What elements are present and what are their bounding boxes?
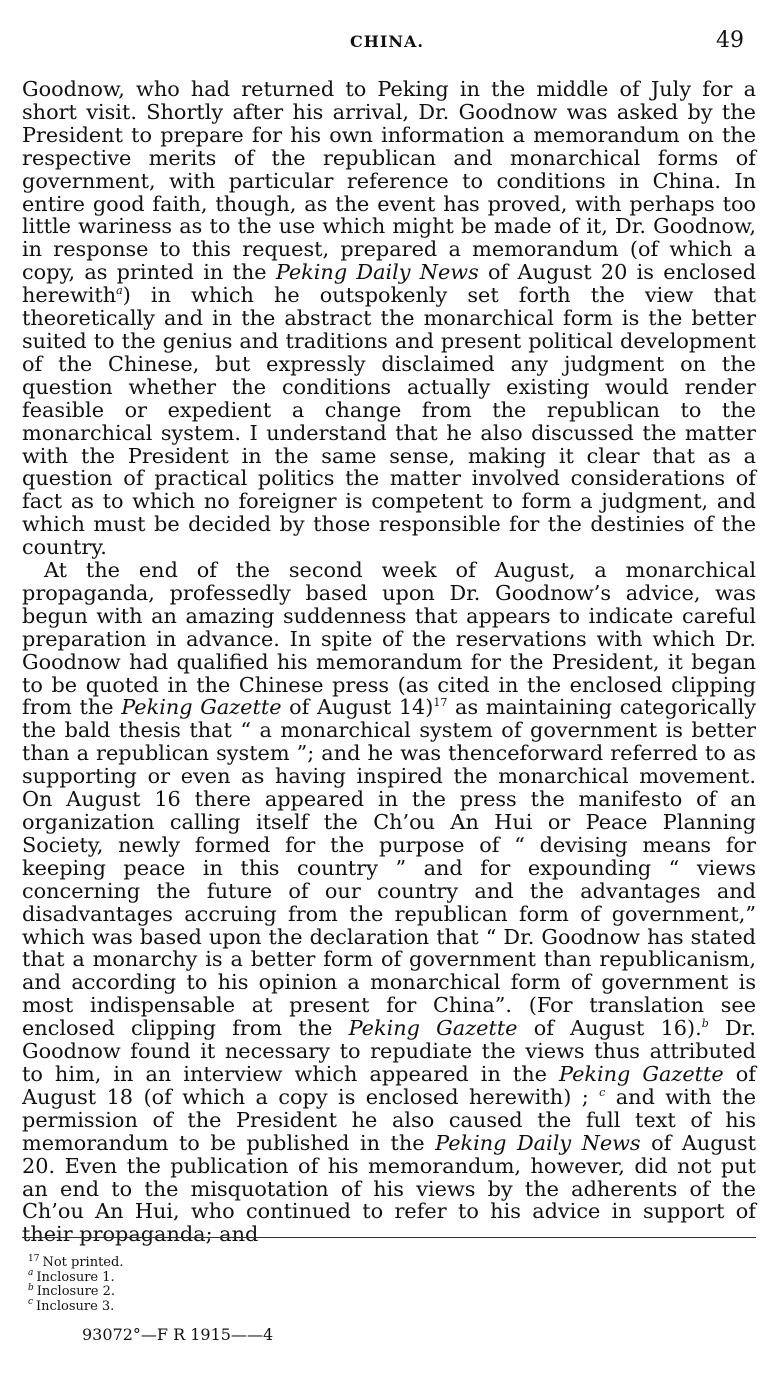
text-run: as maintaining categorically the bald thesis that “ a monarchical system of government is better than a republican system ”; and he was thenceforward referred to as supporting or even as having inspired the monarchical movement. On August 16 there appeared in the press the manifesto of an organization calling itself the Ch’ou An Hui or Peace Planning Society, newly formed for the purpose of “ devising means for keeping peace in this country ” and for expounding “ views concerning the future of our country and the advantages and disadvantages accruing from the republican form of government,” which was based upon the declaration that “ Dr. Goodnow has stated that a monarchy is a better form of government than republicanism, and according to his opinion a monarchical form of government is most indispensable at present for China”. (For translation see enclosed clipping from the bbox=[22, 695, 756, 1041]
text-run: ) in which he outspokenly set forth the view that theoretically and in the abstract the monarchical form is the better suited to the genius and traditions and present political development of the Chinese, but expressly disclaimed any judgment on the question whether the conditions actually existing would render feasible or expedient a change from the republican to the monarchical system. I understand that he also discussed the matter with the President in the same sense, making it clear that as a question of practical politics the matter involved considerations of fact as to which no foreigner is competent to form a judgment, and which must be decided by those responsible for the destinies of the country. bbox=[22, 283, 756, 560]
footnote bbox=[28, 1282, 428, 1300]
footnote-rule bbox=[22, 1237, 756, 1238]
footnote-text: Inclosure 1. bbox=[36, 1269, 115, 1285]
text-run: of August 20. Even the publication of his memorandum, however, did not put an end to the misquotation of his views by the adherents of the Ch’ou An Hui, who continued to refer to his advice in support of their propaganda; and bbox=[22, 1130, 757, 1247]
footnote bbox=[28, 1268, 428, 1286]
footnote-text: Inclosure 2. bbox=[36, 1284, 116, 1299]
enclosure-reference: b bbox=[701, 1017, 709, 1031]
page-header bbox=[22, 28, 752, 60]
paragraph bbox=[22, 78, 756, 559]
text-run: At the end of the second week of August, a monarchical propaganda, professedly based upon Dr. Goodnow’s advice, was begun with an amazing suddenness that appears to indicate careful preparation in advance. In spite of the reservations with which Dr. Goodnow had qualified his memorandum for the President, it began to be quoted in the Chinese press (as cited in the enclosed clipping from the bbox=[22, 558, 756, 720]
text-run: of August 14) bbox=[281, 695, 434, 720]
footnote-mark: 17 bbox=[28, 1253, 40, 1264]
footnotes bbox=[28, 1253, 428, 1314]
italic-title: Peking Daily News bbox=[435, 1130, 641, 1155]
footnote bbox=[28, 1253, 428, 1271]
text-run: of August 16). bbox=[517, 1016, 702, 1041]
text-run: Dr. Goodnow found it necessary to repudiate the views thus attributed to him, in an interview which appeared in the bbox=[22, 1016, 756, 1086]
body-text bbox=[22, 78, 756, 1246]
footnote-text: Not printed. bbox=[42, 1255, 124, 1270]
text-run: of August 20 is enclosed herewith bbox=[22, 260, 757, 308]
text-run: Goodnow, who had returned to Peking in the middle of July for a short visit. Shortly after his arrival, Dr. Goodnow was asked by the President to prepare for his own information a memorandum on the respective merits of the republican and monarchical forms of government, with particular reference to conditions in China. In entire good faith, though, as the event has proved, with perhaps too little wariness as to the use which might be made of it, Dr. Goodnow, in response to this request, prepared a memorandum (of which a copy, as printed in the bbox=[22, 77, 756, 285]
italic-title: Peking Gazette bbox=[121, 695, 282, 720]
footnote-mark: a bbox=[28, 1268, 34, 1279]
italic-title: Peking Gazette bbox=[559, 1061, 724, 1086]
enclosure-reference: a bbox=[116, 284, 123, 298]
footnote-text: Inclosure 3. bbox=[36, 1298, 115, 1314]
text-run: and with the permission of the President he also caused the full text of his memorandum to be published in the bbox=[22, 1084, 757, 1155]
page-number: 49 bbox=[716, 28, 744, 53]
italic-title: Peking Gazette bbox=[348, 1016, 518, 1041]
footnote-reference: 17 bbox=[433, 696, 448, 710]
footnote-mark: b bbox=[28, 1282, 34, 1293]
text-run: of August 18 (of which a copy is enclosed herewith) ; bbox=[22, 1061, 756, 1109]
enclosure-reference: c bbox=[599, 1085, 606, 1099]
running-head: CHINA. bbox=[350, 32, 424, 51]
footnote bbox=[28, 1297, 428, 1315]
italic-title: Peking Daily News bbox=[275, 260, 479, 285]
paragraph bbox=[22, 559, 756, 1246]
footnote-mark: c bbox=[28, 1297, 34, 1308]
printer-imprint: 93072°—F R 1915——4 bbox=[82, 1325, 274, 1344]
